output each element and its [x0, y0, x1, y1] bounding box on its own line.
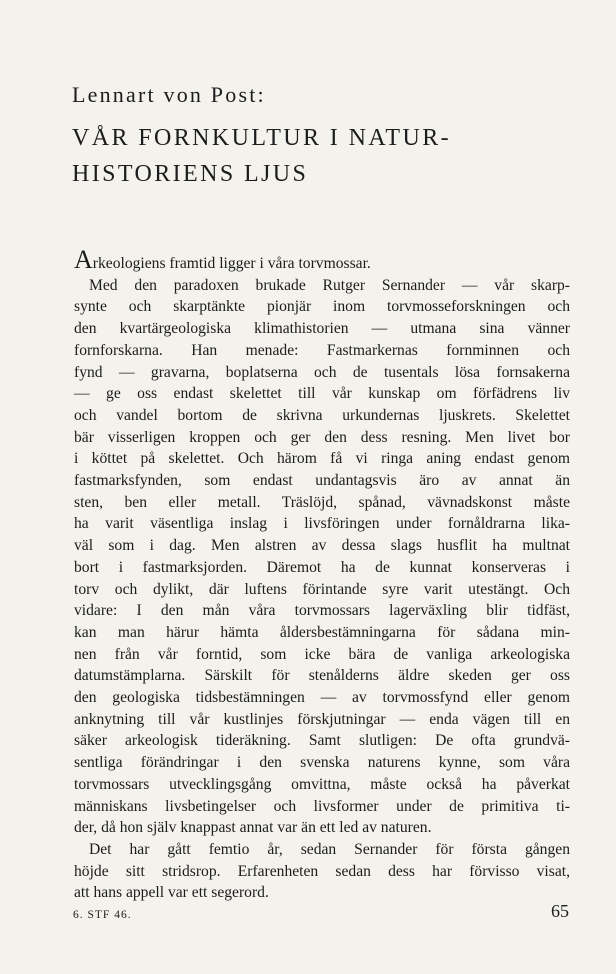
article-title: [72, 120, 451, 192]
body-line-text: rkeologiens framtid ligger i våra torvmossar.: [92, 255, 371, 272]
body-line: torvmossars utvecklingsgång omvittna, måste också ha påverkat: [74, 775, 570, 793]
author-name: Lennart von Post:: [72, 82, 266, 107]
body-line: vidare: I den mån våra torvmossars lagerväxling blir tidfäst,: [74, 602, 570, 620]
body-line: synte och skarptänkte pionjär inom torvmosseforskningen och: [74, 298, 570, 316]
printer-signature: 6. STF 46.: [73, 909, 132, 921]
body-line: och vandel bortom de skrivna urkundernas ljuskrets. Skelettet: [74, 406, 570, 424]
body-line: i köttet på skelettet. Och härom få vi ringa aning endast genom: [74, 450, 570, 468]
body-line: den kvartärgeologiska klimathistorien — utmana sina vänner: [74, 320, 570, 338]
title-line: HISTORIENS LJUS: [72, 161, 309, 187]
body-line: fastmarksfynden, som endast undantagsvis äro av annat än: [74, 472, 570, 490]
body-line: fornforskarna. Han menade: Fastmarkernas fornminnen och: [74, 341, 570, 359]
title-line: VÅR FORNKULTUR I NATUR-: [72, 125, 452, 151]
body-line: anknytning till vår kustlinjes förskjutningar — enda vägen till en: [74, 710, 570, 728]
article-body: [74, 245, 570, 904]
body-line: väl som i dag. Men alstren av dessa slags husflit ha multnat: [74, 537, 570, 555]
body-line: kan man härur hämta åldersbestämningarna för sådana min-: [74, 623, 570, 641]
body-line: säker arkeologisk tideräkning. Samt slutligen: De ofta grundvä-: [74, 732, 570, 750]
body-line: bär visserligen kroppen och ger den dess resning. Men livet bor: [74, 428, 570, 446]
body-line-first: [74, 245, 570, 275]
body-line: Med den paradoxen brukade Rutger Sernander — vår skarp-: [89, 276, 570, 294]
body-line: människans livsbetingelser och livsformer under de primitiva ti-: [74, 797, 570, 815]
body-line: sten, ben eller metall. Träslöjd, spånad, vävnadskonst måste: [74, 493, 570, 511]
body-line: sentliga förändringar i den svenska naturens kynne, som våra: [74, 754, 570, 772]
page-number: 65: [551, 901, 569, 921]
body-line: torv och dylikt, där luftens förintande syre varit utestängt. Och: [74, 580, 570, 598]
body-line: höjde sitt stridsrop. Erfarenheten sedan dess har förvisso visat,: [74, 862, 570, 880]
body-line: nen från vår forntid, som icke bära de vanliga arkeologiska: [74, 645, 570, 663]
paragraph-2: [74, 839, 570, 904]
body-line: ha varit väsentliga inslag i livsföringen under fornåldrarna lika-: [74, 515, 570, 533]
body-line: bort i fastmarksjorden. Däremot ha de kunnat konserveras i: [74, 558, 570, 576]
body-line: att hans appell var ett segerord.: [74, 884, 269, 902]
body-line: — ge oss endast skelettet till vår kunskap om förfädrens liv: [74, 385, 570, 403]
body-line: der, då hon själv knappast annat var än ett led av naturen.: [74, 819, 432, 837]
initial-letter: A: [74, 245, 93, 274]
body-line: Det har gått femtio år, sedan Sernander för första gången: [89, 840, 570, 858]
body-line: fynd — gravarna, boplatserna och de tusentals lösa fornsakerna: [74, 363, 570, 381]
body-line: den geologiska tidsbestämningen — av torvmossfynd eller genom: [74, 689, 570, 707]
body-line: datumstämplarna. Särskilt för stenålderns äldre skeden ger oss: [74, 667, 570, 685]
paragraph-1: [74, 275, 570, 839]
